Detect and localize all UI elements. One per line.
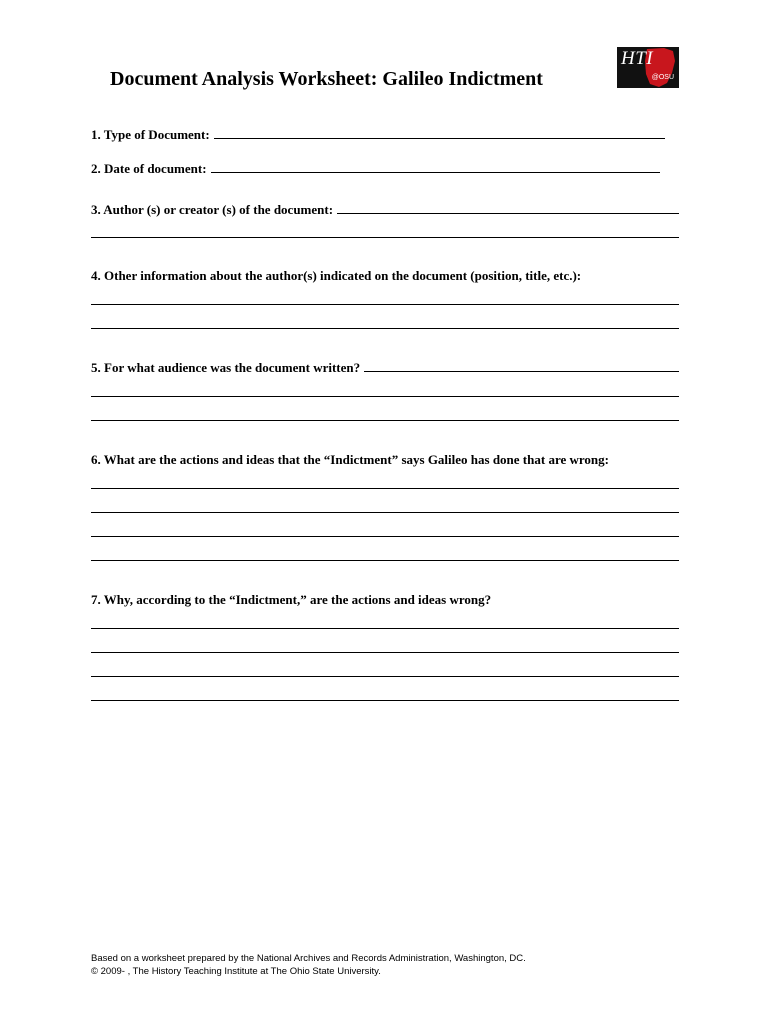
question-7-label: 7. Why, according to the “Indictment,” are the actions and ideas wrong? [91, 592, 492, 607]
question-2-label: 2. Date of document: [91, 161, 207, 176]
answer-line[interactable] [91, 488, 679, 489]
answer-line[interactable] [91, 560, 679, 561]
footer-copyright: © 2009- , The History Teaching Institute at The Ohio State University. [91, 965, 381, 977]
logo-text: HTI [621, 48, 654, 69]
answer-line[interactable] [91, 628, 679, 629]
answer-line[interactable] [91, 700, 679, 701]
question-3 [91, 202, 679, 218]
question-4-label: 4. Other information about the author(s) indicated on the document (position, title, etc.): [91, 268, 582, 283]
answer-line[interactable] [91, 512, 679, 513]
answer-line[interactable] [214, 127, 665, 139]
question-5 [91, 360, 679, 376]
answer-line[interactable] [91, 396, 679, 397]
answer-line[interactable] [91, 328, 679, 329]
footer-credit: Based on a worksheet prepared by the National Archives and Records Administration, Washington, DC. [91, 953, 526, 964]
answer-line[interactable] [91, 652, 679, 653]
question-1-label: 1. Type of Document: [91, 127, 210, 142]
question-1 [91, 127, 679, 143]
question-7 [91, 592, 679, 608]
question-3-label: 3. Author (s) or creator (s) of the document: [91, 202, 334, 217]
logo-subtext: @OSU [651, 74, 674, 81]
hti-logo [617, 47, 679, 88]
question-6 [91, 452, 679, 468]
answer-line[interactable] [337, 202, 679, 214]
footer [91, 953, 526, 978]
question-4 [91, 268, 679, 284]
answer-line[interactable] [91, 237, 679, 238]
answer-line[interactable] [364, 360, 679, 372]
answer-line[interactable] [91, 676, 679, 677]
question-2 [91, 161, 679, 177]
answer-line[interactable] [211, 161, 660, 173]
answer-line[interactable] [91, 420, 679, 421]
answer-line[interactable] [91, 304, 679, 305]
answer-line[interactable] [91, 536, 679, 537]
question-5-label: 5. For what audience was the document written? [91, 360, 361, 375]
page-title: Document Analysis Worksheet: Galileo Indictment [110, 68, 543, 90]
question-6-label: 6. What are the actions and ideas that the “Indictment” says Galileo has done that are wrong: [91, 452, 609, 467]
